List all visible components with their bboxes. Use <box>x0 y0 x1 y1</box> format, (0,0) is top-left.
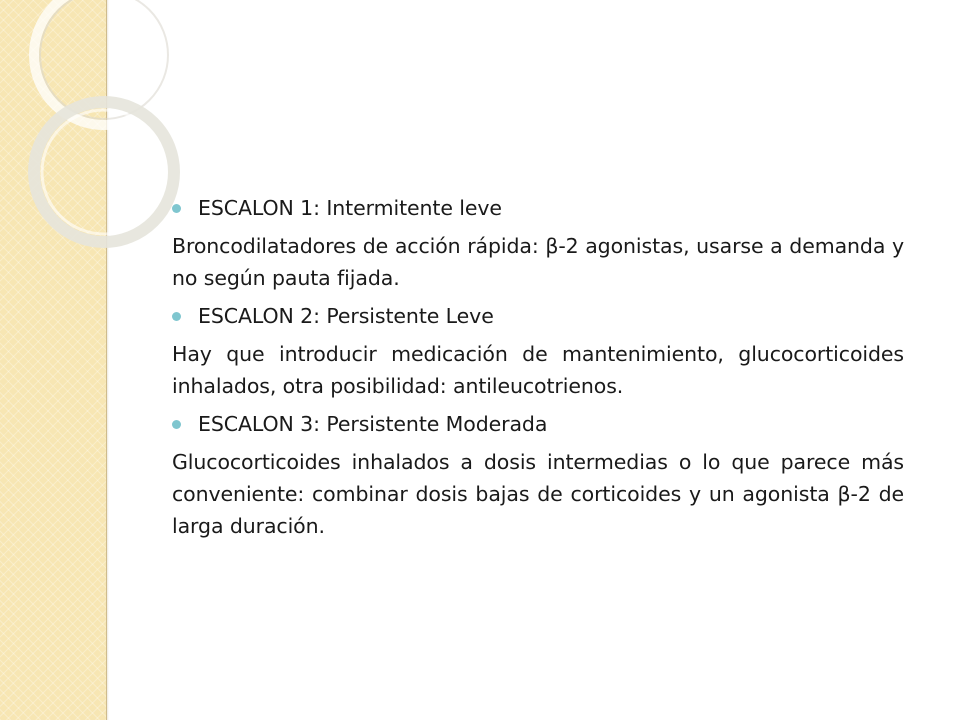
paragraph: Glucocorticoides inhalados a dosis intermedias o lo que parece más conveniente: combinar dosis bajas de corticoides y un agonista β-2 de larga duración. <box>172 450 904 538</box>
bullet-heading: ESCALON 2: Persistente Leve <box>198 304 494 328</box>
bullet-item <box>172 300 904 332</box>
bullet-icon <box>172 204 181 213</box>
bullet-icon <box>172 312 181 321</box>
paragraph: Broncodilatadores de acción rápida: β-2 agonistas, usarse a demanda y no según pauta fijada. <box>172 234 904 290</box>
bullet-item <box>172 192 904 224</box>
slide-content <box>172 188 904 548</box>
decorative-rings <box>0 0 200 300</box>
bullet-icon <box>172 420 181 429</box>
bullet-heading: ESCALON 3: Persistente Moderada <box>198 412 548 436</box>
bullet-item <box>172 408 904 440</box>
bullet-heading: ESCALON 1: Intermitente leve <box>198 196 502 220</box>
paragraph: Hay que introducir medicación de mantenimiento, glucocorticoides inhalados, otra posibilidad: antileucotrienos. <box>172 342 904 398</box>
